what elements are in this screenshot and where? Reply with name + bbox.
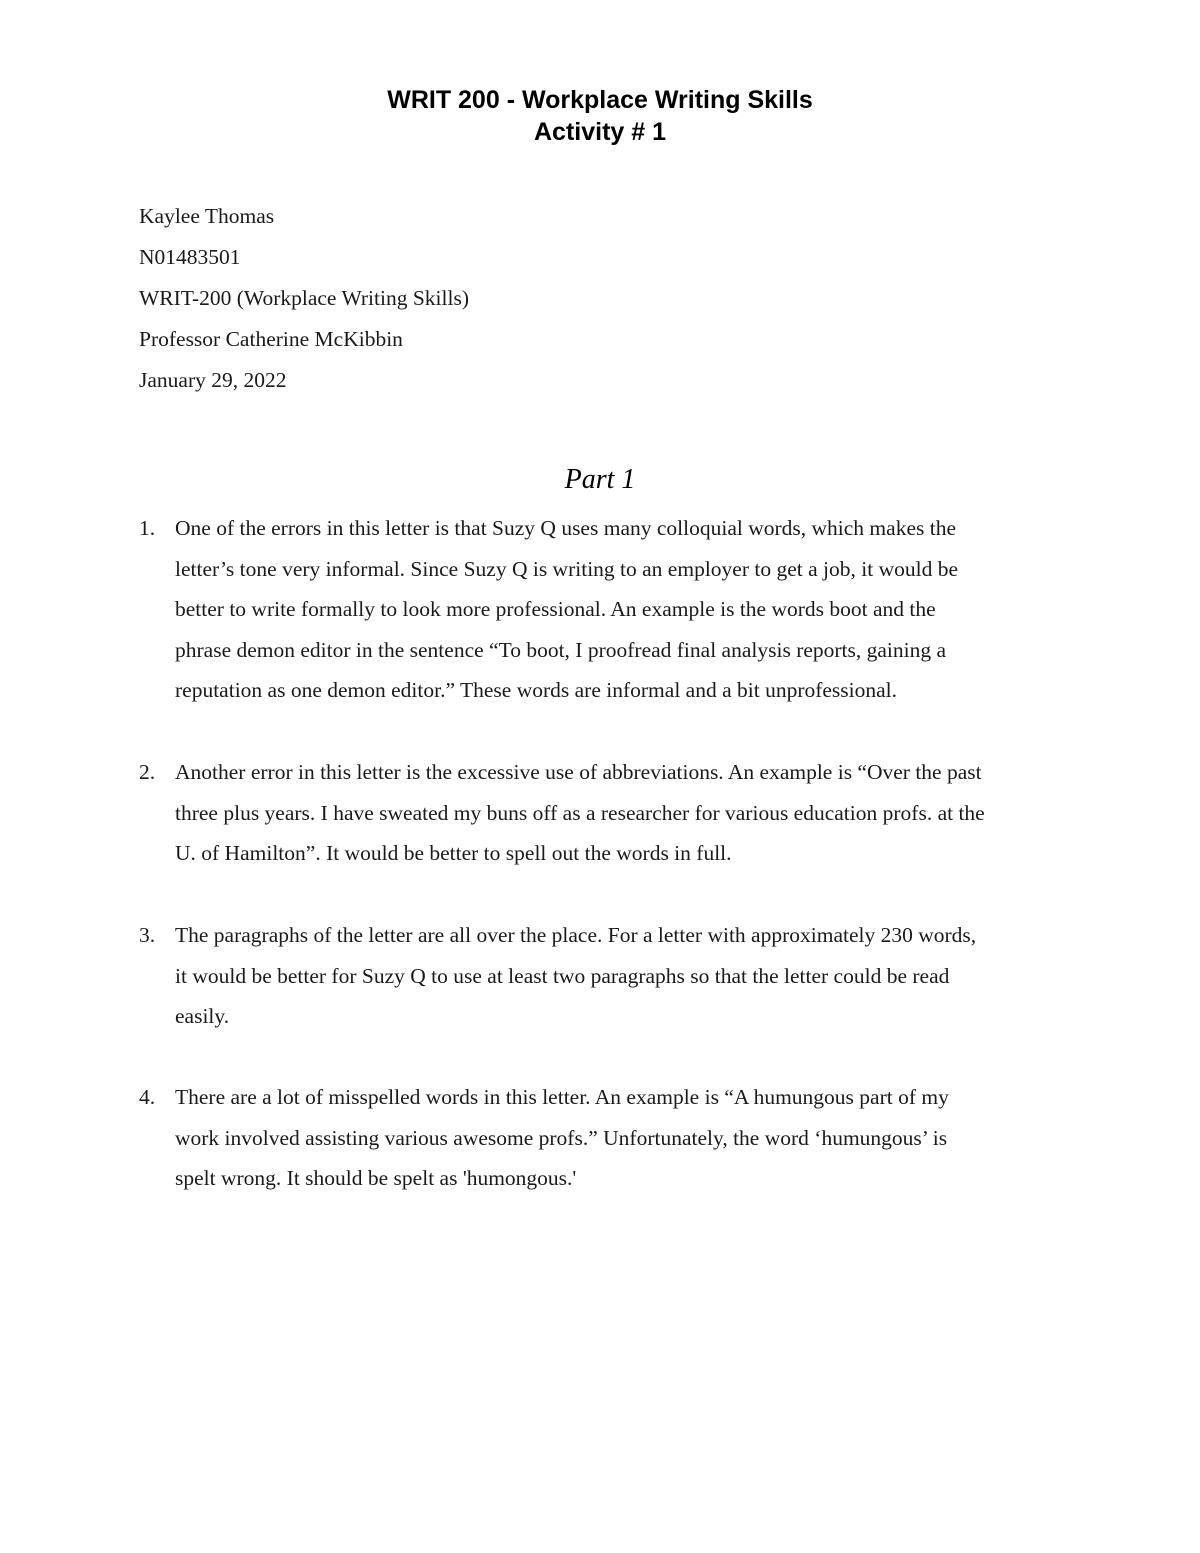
list-item-line: There are a lot of misspelled words in this letter. An example is “A humungous part of my — [175, 1085, 949, 1109]
document-subtitle: Activity # 1 — [533, 118, 666, 146]
course-name: WRIT-200 (Workplace Writing Skills) — [139, 286, 470, 310]
list-item-number: 2. — [139, 760, 156, 784]
student-id: N01483501 — [139, 245, 241, 269]
list-item-line: letter’s tone very informal. Since Suzy Q is writing to an employer to get a job, it would be — [175, 556, 958, 581]
list-item-number: 3. — [139, 923, 156, 947]
list-item-line: reputation as one demon editor.” These words are informal and a bit unprofessional. — [175, 678, 898, 702]
list-item-number: 1. — [139, 516, 156, 540]
list-item — [139, 752, 1069, 874]
list-item — [139, 915, 1069, 1037]
list-item-line: U. of Hamilton”. It would be better to spell out the words in full. — [175, 841, 732, 865]
list-item-line: One of the errors in this letter is that Suzy Q uses many colloquial words, which makes the — [175, 516, 957, 540]
part-heading: Part 1 — [564, 464, 636, 495]
student-name: Kaylee Thomas — [139, 204, 275, 228]
list-item-line: easily. — [175, 1004, 230, 1028]
list-item-line: better to write formally to look more professional. An example is the words boot and the — [175, 597, 936, 621]
list-item-line: Another error in this letter is the excessive use of abbreviations. An example is “Over the past — [175, 760, 982, 784]
student-info-block — [139, 199, 469, 404]
list-item-line: work involved assisting various awesome profs.” Unfortunately, the word ‘humungous’ is — [175, 1125, 948, 1150]
document-header — [0, 84, 1200, 148]
list-item-line: phrase demon editor in the sentence “To boot, I proofread final analysis reports, gaining a — [175, 637, 947, 662]
list-item — [139, 1077, 1069, 1199]
list-item-line: spelt wrong. It should be spelt as 'humongous.' — [175, 1166, 577, 1190]
list-item-line: it would be better for Suzy Q to use at least two paragraphs so that the letter could be read — [175, 963, 950, 988]
professor-name: Professor Catherine McKibbin — [139, 327, 403, 351]
document-title: WRIT 200 - Workplace Writing Skills — [387, 86, 813, 114]
list-item-line: three plus years. I have sweated my buns off as a researcher for various education profs. at the — [175, 800, 985, 825]
list-item-number: 4. — [139, 1085, 156, 1109]
submission-date: January 29, 2022 — [139, 368, 287, 392]
list-item — [139, 508, 1069, 711]
list-item-line: The paragraphs of the letter are all over the place. For a letter with approximately 230 words, — [175, 923, 977, 947]
